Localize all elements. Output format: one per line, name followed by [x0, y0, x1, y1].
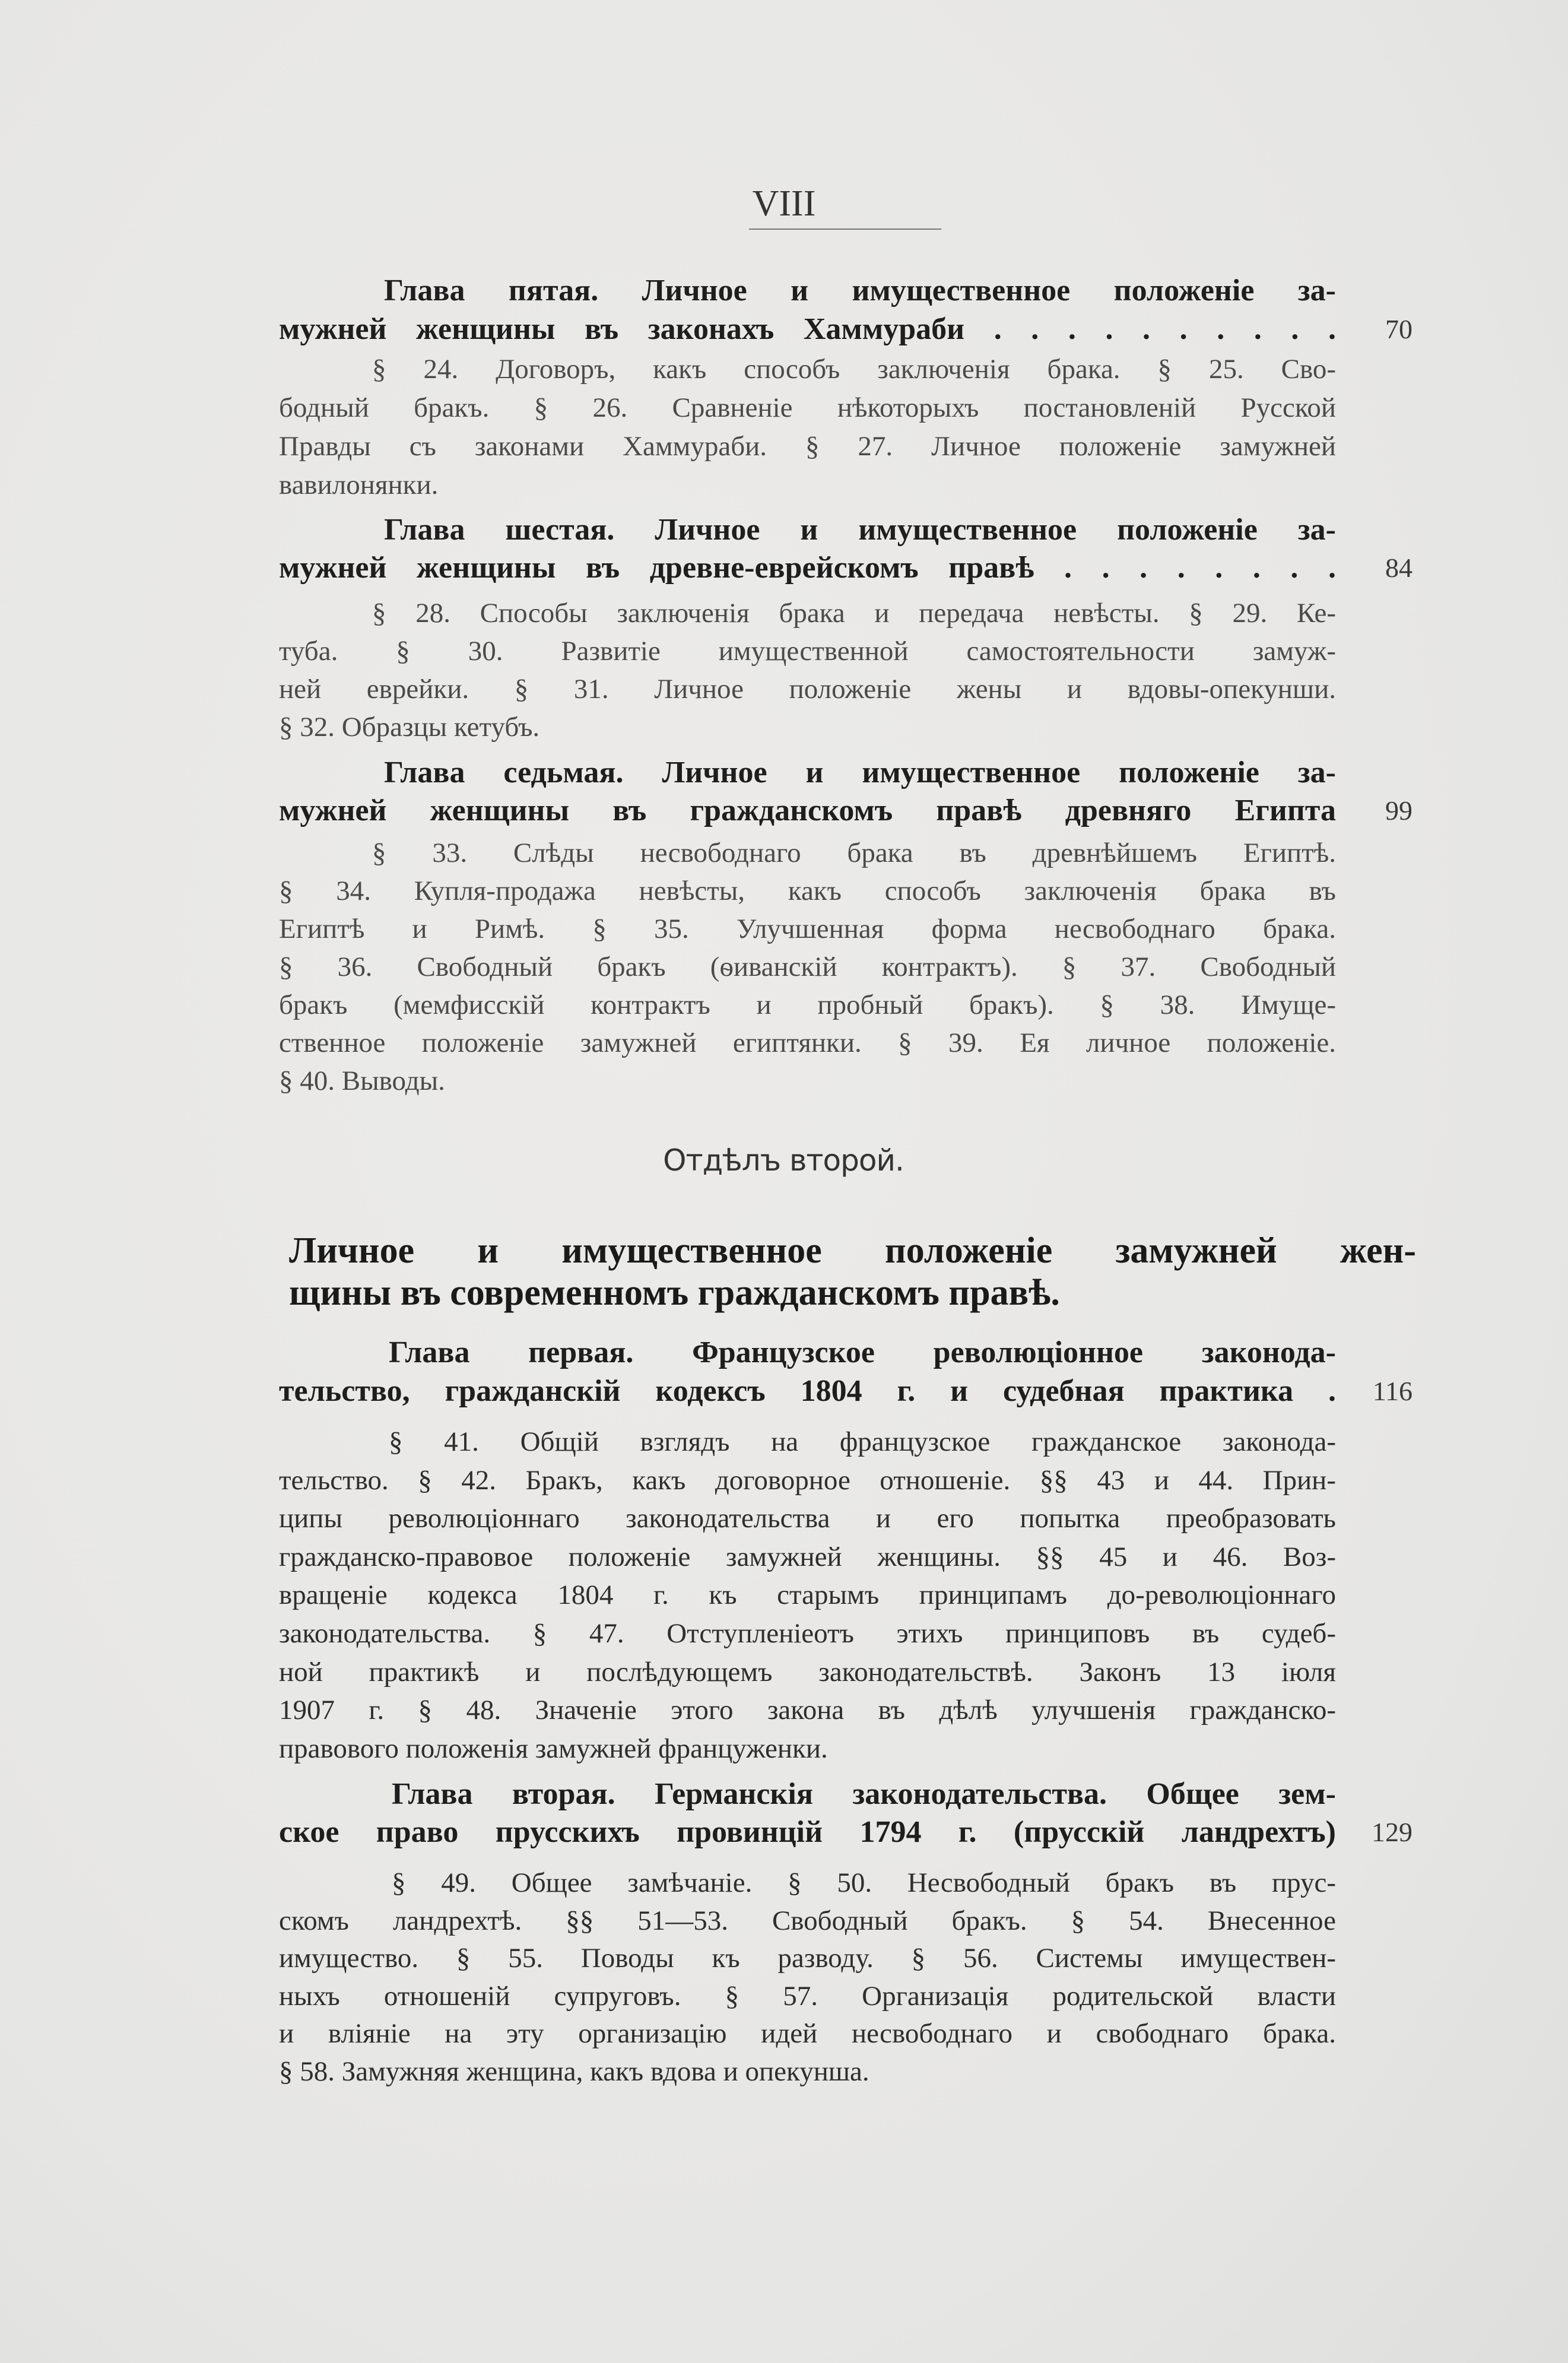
- chapter-summary-line-text: ципы революціоннаго законодательства и его попытка преобразовать: [279, 1503, 1336, 1534]
- chapter-summary-line: [279, 389, 1336, 427]
- chapter-summary-line-text: бракъ (мемфисскій контрактъ и пробный бракъ). § 38. Имуще-: [279, 989, 1336, 1020]
- chapter-summary-line-text: законодательства. § 47. Отступленіеотъ этихъ принциповъ въ судеб-: [279, 1618, 1336, 1649]
- chapter-summary-line-text: тельство. § 42. Бракъ, какъ договорное отношеніе. §§ 43 и 44. Прин-: [279, 1464, 1336, 1496]
- chapter-summary-line-text: § 49. Общее замѣчаніе. § 50. Несвободный бракъ въ прус-: [392, 1867, 1336, 1898]
- chapter-heading-line: [384, 272, 1336, 310]
- chapter-summary-line: [279, 1653, 1336, 1691]
- chapter-summary-line: [372, 350, 1336, 388]
- chapter-summary-line: [279, 1691, 1336, 1729]
- chapter-summary-line-text: § 33. Слѣды несвободнаго брака въ древнѣйшемъ Египтѣ.: [372, 838, 1336, 868]
- chapter-heading-line: [279, 310, 1336, 348]
- chapter-summary-line-text: вращеніе кодекса 1804 г. къ старымъ принципамъ до-революціоннаго: [279, 1579, 1336, 1611]
- toc-page-number: 70: [1385, 314, 1413, 344]
- chapter-heading-line-text: мужней женщины въ гражданскомъ правѣ древняго Египта: [279, 794, 1336, 827]
- chapter-heading-line-text: Глава шестая. Личное и имущественное положеніе за-: [384, 513, 1336, 547]
- chapter-summary-line-text: гражданско-правовое положеніе замужней женщины. §§ 45 и 46. Воз-: [279, 1541, 1336, 1572]
- chapter-heading-line-text: Глава пятая. Личное и имущественное положеніе за-: [384, 274, 1336, 307]
- chapter-summary-line-text: Правды съ законами Хаммураби. § 27. Личное положеніе замужней: [279, 431, 1336, 462]
- part-title-line-text: щины въ современномъ гражданскомъ правѣ.: [289, 1273, 1060, 1313]
- page-number: VIII: [752, 183, 816, 224]
- chapter-summary-line: [372, 834, 1336, 872]
- chapter-heading-line: [384, 511, 1336, 549]
- chapter-summary-line: [279, 427, 1336, 465]
- part-title-line: [289, 1228, 1416, 1273]
- chapter-heading-line: [279, 1813, 1336, 1851]
- chapter-summary-line-text: туба. § 30. Развитіе имущественной самостоятельности замуж-: [279, 636, 1336, 667]
- chapter-summary-line: [279, 466, 1336, 504]
- chapter-summary-line-text: § 41. Общій взглядъ на французское гражданское законода-: [389, 1426, 1336, 1457]
- chapter-summary-line-text: ной практикѣ и послѣдующемъ законодательствѣ. Законъ 13 іюля: [279, 1656, 1336, 1688]
- chapter-summary-line: [279, 1977, 1336, 2015]
- chapter-summary-line-text: бодный бракъ. § 26. Сравненіе нѣкоторыхъ постановленій Русской: [279, 392, 1336, 423]
- part-label: Отдѣлъ второй.: [663, 1143, 904, 1178]
- chapter-summary-line: [279, 1576, 1336, 1614]
- chapter-summary-line: [279, 1538, 1336, 1576]
- chapter-heading-line: [279, 792, 1336, 830]
- chapter-summary-line: [279, 2053, 1336, 2091]
- chapter-summary-line: [279, 872, 1336, 910]
- toc-page-number: 84: [1385, 553, 1413, 583]
- toc-page-number: 99: [1385, 795, 1413, 826]
- chapter-summary-line: [389, 1423, 1336, 1461]
- chapter-heading-line-text: мужней женщины въ законахъ Хаммураби . . . . . . . . . .: [279, 312, 1336, 346]
- chapter-summary-line-text: § 32. Образцы кетубъ.: [279, 712, 540, 743]
- chapter-summary-line: [279, 1461, 1336, 1499]
- chapter-summary-line: [279, 1939, 1336, 1977]
- chapter-summary-line-text: § 40. Выводы.: [279, 1065, 445, 1096]
- chapter-summary-line: [392, 1864, 1336, 1902]
- chapter-summary-line-text: § 34. Купля-продажа невѣсты, какъ способъ заключенія брака въ: [279, 876, 1336, 906]
- chapter-summary-line-text: и вліяніе на эту организацію идей несвободнаго и свободнаго брака.: [279, 2018, 1336, 2049]
- chapter-summary-line: [279, 670, 1336, 708]
- chapter-heading-line: [279, 1372, 1336, 1410]
- part-title-line: [289, 1270, 1365, 1315]
- chapter-summary-line: [279, 1902, 1336, 1940]
- chapter-summary-line-text: имущество. § 55. Поводы къ разводу. § 56. Системы имуществен-: [279, 1943, 1336, 1974]
- chapter-summary-line-text: 1907 г. § 48. Значеніе этого закона въ дѣлѣ улучшенія гражданско-: [279, 1695, 1336, 1726]
- chapter-heading-line-text: Глава первая. Французское революціонное законода-: [389, 1336, 1336, 1369]
- chapter-summary-line-text: ственное положеніе замужней египтянки. § 39. Ея личное положеніе.: [279, 1027, 1336, 1058]
- chapter-summary-line-text: скомъ ландрехтѣ. §§ 51—53. Свободный бракъ. § 54. Внесенное: [279, 1905, 1336, 1936]
- chapter-heading-line: [279, 549, 1336, 587]
- chapter-summary-line: [279, 986, 1336, 1024]
- toc-page-number: 116: [1372, 1375, 1413, 1406]
- chapter-summary-line: [279, 1062, 1336, 1100]
- chapter-summary-line: [279, 910, 1336, 948]
- chapter-summary-line: [279, 2015, 1336, 2053]
- chapter-summary-line-text: § 28. Способы заключенія брака и передача невѣсты. § 29. Ке-: [372, 598, 1336, 629]
- chapter-summary-line-text: ней еврейки. § 31. Личное положеніе жены и вдовы-опекунши.: [279, 674, 1336, 705]
- chapter-summary-line-text: § 36. Свободный бракъ (ѳиванскій контрактъ). § 37. Свободный: [279, 951, 1336, 982]
- chapter-heading-line-text: ское право прусскихъ провинцій 1794 г. (прусскій ландрехтъ): [279, 1815, 1336, 1849]
- chapter-summary-line: [279, 1499, 1336, 1537]
- chapter-summary-line: [279, 708, 1336, 746]
- chapter-heading-line-text: Глава седьмая. Личное и имущественное положеніе за-: [384, 756, 1336, 789]
- chapter-summary-line: [372, 594, 1336, 632]
- chapter-heading-line: [392, 1775, 1336, 1813]
- chapter-heading-line: [384, 754, 1336, 792]
- chapter-summary-line-text: правового положенія замужней француженки.: [279, 1733, 828, 1764]
- chapter-summary-line-text: Египтѣ и Римѣ. § 35. Улучшенная форма несвободнаго брака.: [279, 914, 1336, 944]
- chapter-summary-line: [279, 1615, 1336, 1652]
- chapter-summary-line: [279, 948, 1336, 986]
- chapter-heading-line-text: тельство, гражданскій кодексъ 1804 г. и судебная практика .: [279, 1374, 1336, 1408]
- chapter-summary-line-text: вавилонянки.: [279, 470, 439, 500]
- chapter-summary-line: [279, 1024, 1336, 1062]
- chapter-heading-line-text: мужней женщины въ древне-еврейскомъ правѣ . . . . . . . .: [279, 551, 1336, 585]
- part-title-line-text: Личное и имущественное положеніе замужней жен-: [289, 1230, 1416, 1271]
- chapter-summary-line-text: § 24. Договоръ, какъ способъ заключенія брака. § 25. Сво-: [372, 354, 1336, 385]
- chapter-summary-line-text: ныхъ отношеній супруговъ. § 57. Организація родительской власти: [279, 1980, 1336, 2012]
- chapter-summary-line: [279, 632, 1336, 670]
- header-rule: [749, 229, 941, 230]
- chapter-summary-line: [279, 1730, 1336, 1768]
- toc-page-number: 129: [1372, 1816, 1413, 1847]
- chapter-heading-line-text: Глава вторая. Германскія законодательства. Общее зем-: [392, 1777, 1336, 1811]
- chapter-heading-line: [389, 1334, 1336, 1372]
- chapter-summary-line-text: § 58. Замужняя женщина, какъ вдова и опекунша.: [279, 2056, 869, 2087]
